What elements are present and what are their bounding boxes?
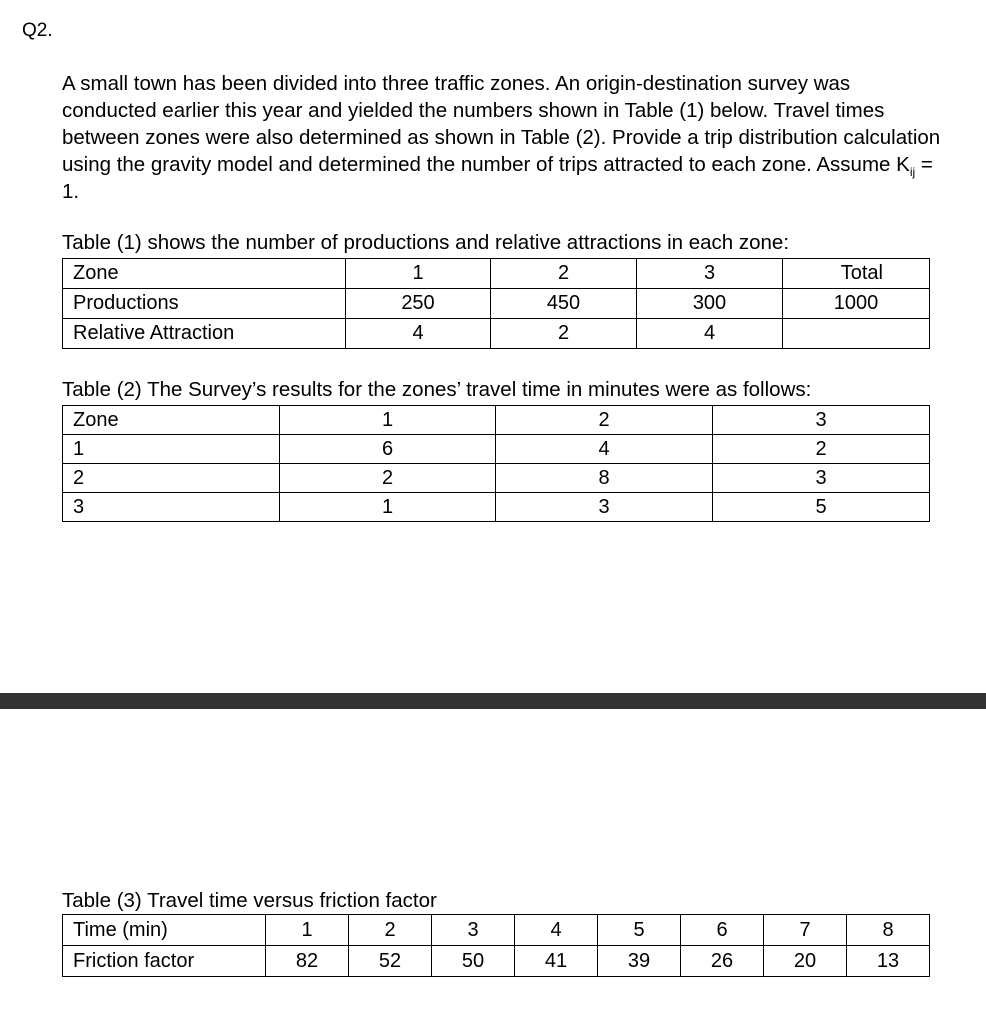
table2-cell: 6 (280, 435, 496, 464)
table2-cell: 1 (280, 493, 496, 522)
table3-header-cell: 2 (349, 915, 432, 946)
table3-header-cell: 4 (515, 915, 598, 946)
table1-header-cell: Zone (63, 259, 346, 289)
table2 (62, 405, 930, 522)
table3-cell: 20 (764, 946, 847, 977)
table1-cell: 300 (637, 289, 783, 319)
section-divider (0, 693, 986, 709)
table2-cell: 2 (280, 464, 496, 493)
table1-header-cell: 1 (346, 259, 491, 289)
table1-cell: 1000 (783, 289, 930, 319)
table1-caption: Table (1) shows the number of productions and relative attractions in each zone: (62, 231, 790, 254)
table2-row (63, 435, 930, 464)
table1-cell (783, 319, 930, 349)
table2-header-cell: 3 (713, 406, 930, 435)
table2-cell: 2 (63, 464, 280, 493)
table3 (62, 914, 930, 977)
table2-header-row (63, 406, 930, 435)
table1-header-cell: Total (783, 259, 930, 289)
question-label: Q2. (22, 20, 53, 41)
table1-cell: 2 (491, 319, 637, 349)
table3-header-cell: 7 (764, 915, 847, 946)
table2-header-cell: 1 (280, 406, 496, 435)
table1-cell: 4 (346, 319, 491, 349)
table3-cell: 13 (847, 946, 930, 977)
table3-cell: 39 (598, 946, 681, 977)
table3-header-cell: 1 (266, 915, 349, 946)
table3-cell: Friction factor (63, 946, 266, 977)
table1-cell: 250 (346, 289, 491, 319)
table3-cell: 26 (681, 946, 764, 977)
table3-cell: 52 (349, 946, 432, 977)
table3-caption: Table (3) Travel time versus friction factor (62, 889, 437, 912)
table1-header-cell: 2 (491, 259, 637, 289)
table1-cell: 4 (637, 319, 783, 349)
table2-cell: 3 (63, 493, 280, 522)
table2-header-cell: Zone (63, 406, 280, 435)
table3-row (63, 946, 930, 977)
table3-header-cell: 5 (598, 915, 681, 946)
table2-cell: 3 (713, 464, 930, 493)
table1-header-row (63, 259, 930, 289)
table1-header-cell: 3 (637, 259, 783, 289)
table1-cell: Productions (63, 289, 346, 319)
table1-row (63, 319, 930, 349)
table3-header-cell: 6 (681, 915, 764, 946)
table2-cell: 1 (63, 435, 280, 464)
table3-header-cell: 8 (847, 915, 930, 946)
table2-cell: 3 (496, 493, 713, 522)
table1-cell: Relative Attraction (63, 319, 346, 349)
table2-row (63, 493, 930, 522)
table3-header-row (63, 915, 930, 946)
problem-statement (62, 70, 942, 205)
table2-cell: 8 (496, 464, 713, 493)
table2-cell: 2 (713, 435, 930, 464)
table1-cell: 450 (491, 289, 637, 319)
table1 (62, 258, 930, 349)
table1-row (63, 289, 930, 319)
table2-cell: 4 (496, 435, 713, 464)
table3-header-cell: Time (min) (63, 915, 266, 946)
table2-row (63, 464, 930, 493)
table3-cell: 41 (515, 946, 598, 977)
table3-cell: 82 (266, 946, 349, 977)
table2-caption: Table (2) The Survey’s results for the zones’ travel time in minutes were as follows: (62, 378, 812, 401)
problem-text: A small town has been divided into three traffic zones. An origin-destination survey was conducted earlier this year and yielded the numbers shown in Table (1) below. Travel times between zones were also determined as shown in Table (2). Provide a trip distribution calculation using the gravity model and determined the number of trips attracted to each zone. Assume K (62, 72, 941, 176)
table2-cell: 5 (713, 493, 930, 522)
table2-header-cell: 2 (496, 406, 713, 435)
problem-suffix: = 1. (62, 153, 933, 203)
problem-subscript: ij (909, 165, 916, 180)
table3-cell: 50 (432, 946, 515, 977)
table3-header-cell: 3 (432, 915, 515, 946)
